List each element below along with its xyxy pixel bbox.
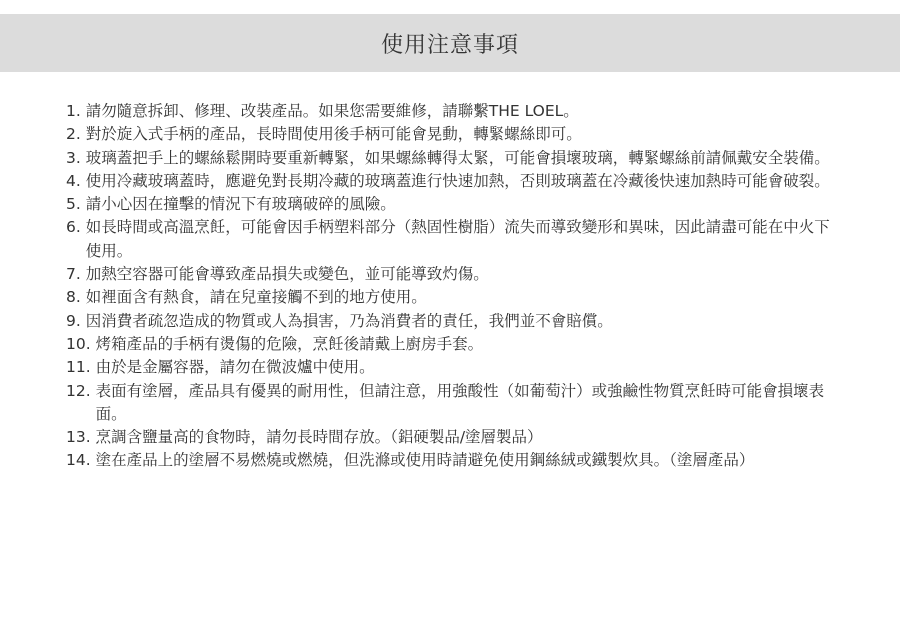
notice-number: 5.	[66, 195, 86, 214]
notice-item-6	[66, 216, 836, 263]
notice-text: 如長時間或高溫烹飪，可能會因手柄塑料部分（熱固性樹脂）流失而導致變形和異味，因此請盡可能在中火下使用。	[85, 218, 830, 260]
notice-number: 13.	[66, 428, 96, 447]
notice-item-12	[66, 380, 836, 427]
notice-number: 6.	[66, 218, 86, 237]
notice-number: 12.	[66, 381, 96, 400]
notice-text: 請勿隨意拆卸、修理、改裝產品。如果您需要維修，請聯繫THE LOEL。	[85, 102, 579, 120]
notice-item-11	[66, 356, 836, 379]
page-title: 使用注意事項	[380, 32, 519, 58]
notice-list	[66, 100, 836, 473]
notice-text: 表面有塗層，產品具有優異的耐用性，但請注意，用強酸性（如葡萄汁）或強鹼性物質烹飪時可能會損壞表面。	[95, 381, 825, 423]
notice-number: 9.	[66, 311, 86, 330]
notice-text: 請小心因在撞擊的情況下有玻璃破碎的風險。	[85, 195, 396, 214]
notice-text: 烤箱產品的手柄有燙傷的危險，烹飪後請戴上廚房手套。	[95, 334, 484, 353]
notice-text: 因消費者疏忽造成的物質或人為損害，乃為消費者的責任，我們並不會賠償。	[85, 311, 613, 330]
title-bar	[0, 14, 900, 72]
notice-number: 14.	[66, 451, 96, 470]
notice-number: 10.	[66, 334, 96, 353]
notice-text: 由於是金屬容器，請勿在微波爐中使用。	[95, 358, 375, 377]
notice-item-13	[66, 426, 836, 449]
notice-number: 1.	[66, 102, 86, 120]
notice-item-5	[66, 193, 836, 216]
notice-number: 4.	[66, 171, 86, 190]
notice-number: 11.	[66, 358, 96, 377]
notice-item-1	[66, 100, 836, 123]
notice-number: 8.	[66, 288, 86, 307]
notice-text: 加熱空容器可能會導致產品損失或變色，並可能導致灼傷。	[85, 265, 489, 284]
notice-item-4	[66, 170, 836, 193]
notice-text: 對於旋入式手柄的產品，長時間使用後手柄可能會晃動，轉緊螺絲即可。	[85, 125, 582, 144]
notice-text: 如裡面含有熱食，請在兒童接觸不到的地方使用。	[85, 288, 427, 307]
notice-number: 7.	[66, 265, 86, 284]
notice-text: 使用冷藏玻璃蓋時，應避免對長期冷藏的玻璃蓋進行快速加熱，否則玻璃蓋在冷藏後快速加熱時可能會破裂。	[85, 171, 830, 190]
notice-item-7	[66, 263, 836, 286]
notice-number: 2.	[66, 125, 86, 144]
notice-text: 烹調含鹽量高的食物時，請勿長時間存放。（鋁硬製品/塗層製品）	[95, 428, 543, 447]
notice-number: 3.	[66, 148, 86, 167]
notice-item-10	[66, 333, 836, 356]
notice-text: 玻璃蓋把手上的螺絲鬆開時要重新轉緊，如果螺絲轉得太緊，可能會損壞玻璃，轉緊螺絲前請佩戴安全裝備。	[85, 148, 830, 167]
notice-item-3	[66, 147, 836, 170]
notice-item-8	[66, 286, 836, 309]
notice-item-14	[66, 449, 836, 472]
notice-item-9	[66, 310, 836, 333]
notice-text: 塗在產品上的塗層不易燃燒或燃燒，但洗滌或使用時請避免使用鋼絲絨或鐵製炊具。（塗層產品）	[95, 451, 755, 470]
notice-item-2	[66, 123, 836, 146]
